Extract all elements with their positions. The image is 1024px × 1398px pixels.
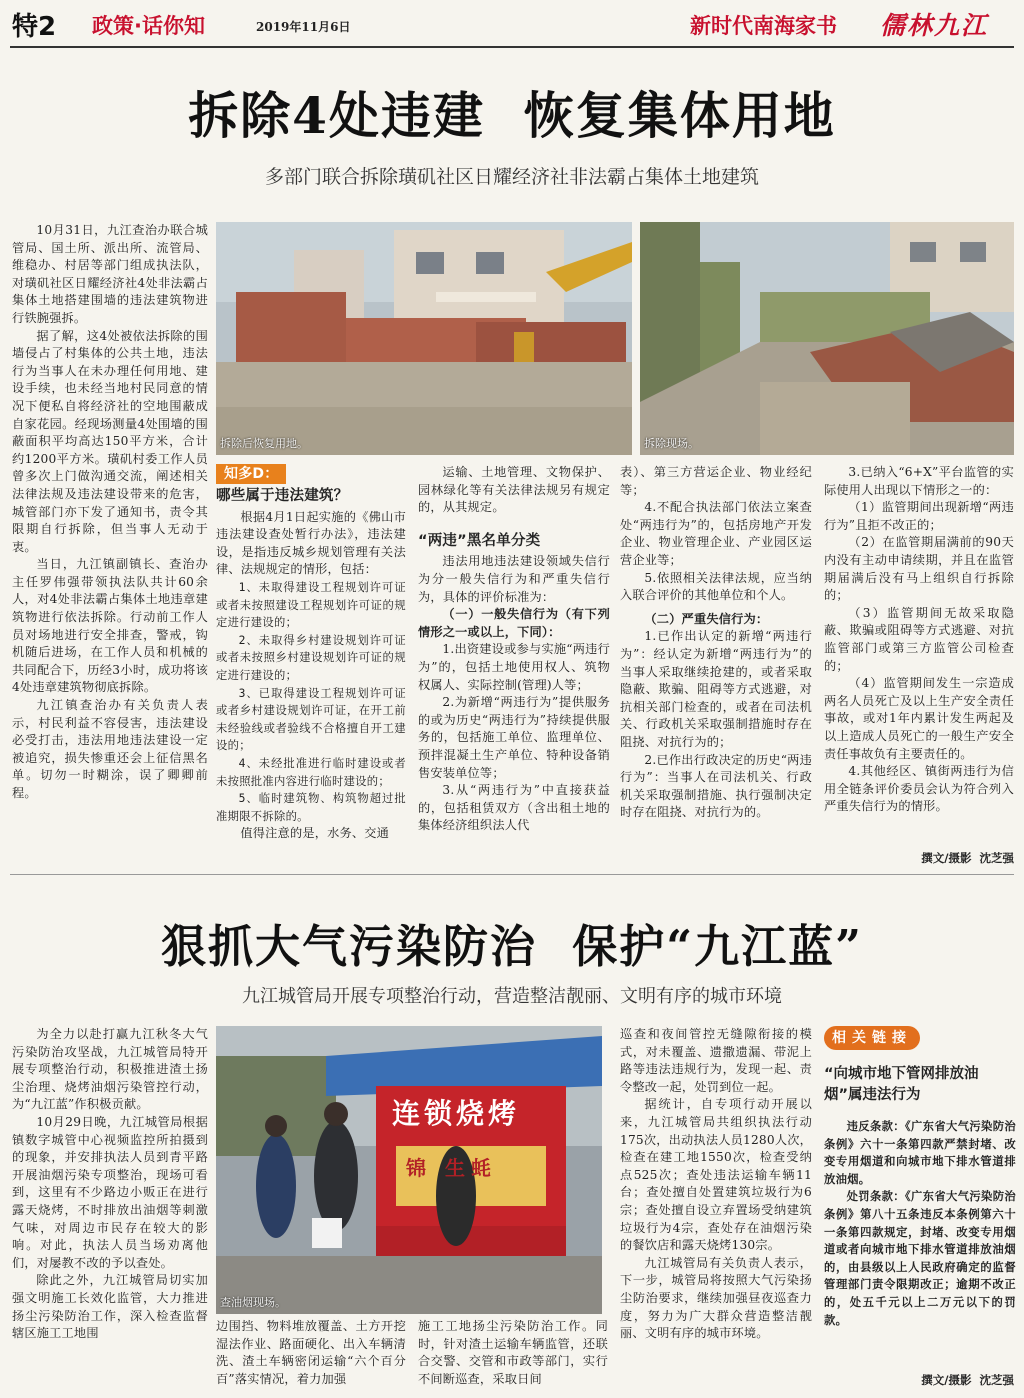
article2-col2-bottom — [216, 1318, 406, 1388]
article1-col3 — [418, 464, 610, 835]
article2-subtitle: 九江城管局开展专项整治行动，营造整洁靓丽、文明有序的城市环境 — [242, 986, 782, 1007]
article2-para: 边围挡、物料堆放覆盖、土方开挖湿法作业、路面硬化、出入车辆清洗、渣土车辆密闭运输“六个百分百”落实情况，着力加强 — [216, 1319, 406, 1386]
photo-after-demolition — [216, 222, 632, 455]
general-item: 4.不配合执法部门依法立案查处“两违行为”的，包括房地产开发企业、物业管理企业、产业园区运营企业等； — [620, 500, 812, 567]
page-header — [0, 0, 1024, 44]
zhiduo-title: 哪些属于违法建筑？ — [216, 488, 349, 504]
blacklist-intro: 违法用地违法建设领域失信行为分一般失信行为和严重失信行为，具体的评价标准为： — [418, 554, 610, 604]
zhiduo-tail: 值得注意的是，水务、交通 — [240, 826, 390, 841]
zhiduo-intro: 根据4月1日起实施的《佛山市违法建设查处暂行办法》，违法建设，是指违反城乡规划管理有关法律、法规规定的情形，包括： — [216, 509, 406, 577]
serious-subitem: （3）监管期间无故采取隐蔽、欺骗或阻碍等方式逃避、对抗监管部门或第三方监管公司检查的； — [824, 605, 1014, 673]
serious-item: 1.已作出认定的新增“两违行为”：经认定为新增“两违行为”的当事人采取继续抢建的，或者采取隐蔽、欺骗、阻碍等方式逃避，对抗相关部门检查的，或者在司法机关、行政机关采取强制措施时存在阻挠、对抗行为的； — [620, 629, 812, 749]
general-item: 5.依照相关法律法规，应当纳入联合评价的其他单位和个人。 — [620, 570, 812, 603]
violation-clause — [824, 1118, 1016, 1188]
penalty-label: 处罚条款： — [846, 1190, 905, 1204]
penalty-clause — [824, 1188, 1016, 1329]
stall-subsign: 锦 生蚝 — [406, 1156, 497, 1180]
article1-para: 九江镇查治办有关负责人表示，村民利益不容侵害，违法建设必受打击，违法用地违法建设一定被追究，损失惨重还会上征信黑名单。切勿一时糊涂，误了卿卿前程。 — [12, 698, 208, 800]
section-divider — [10, 874, 1014, 875]
serious-subitem: （4）监管期间发生一宗造成两名人员死亡及以上生产安全责任事故，或对1年内累计发生两起及以上造成人员死亡的一般生产安全责任事故负有主要责任的。 — [824, 676, 1014, 761]
article1-para: 当日，九江镇副镇长、查治办主任罗伟强带领执法队共计60余人，对4处非法霸占集体土地违章建筑物进行依法拆除。行动前工作人员对场地进行安全排查，警戒，钩机随后进场，在工作人员和机械的共同配合下，历经3小时，成功将该4处违章建筑物彻底拆除。 — [12, 557, 208, 695]
photo-after-demolition-caption: 拆除后恢复用地。 — [220, 437, 308, 450]
photo-after-demolition-image — [216, 222, 632, 455]
article1-title: 拆除4处违建 恢复集体用地 — [188, 86, 836, 145]
article1-col5 — [824, 464, 1014, 816]
article2-para: 巡查和夜间管控无缝隙衔接的模式，对未覆盖、遗撒遗漏、带泥上路等违法违规行为，发现一起、责令整改一起，处罚到位一起。 — [620, 1027, 812, 1094]
header-slogan: 新时代南海家书 — [690, 14, 837, 38]
article2-para: 除此之外，九江城管局切实加强文明施工长效化监管，大力推进扬尘污染防治工作，深入检查监督辖区施工工地围 — [12, 1273, 208, 1341]
photo-bbq-inspection — [216, 1026, 602, 1314]
zhiduo-list-item: 3、已取得建设工程规划许可证或者乡村建设规划许可证，在开工前未经验线或者验线不合格擅自开工建设的； — [216, 686, 406, 753]
zhiduo-list-item: 2、未取得乡村建设规划许可证或者未按照乡村建设规划许可证的规定进行建设的； — [216, 633, 406, 682]
photo-demolition-site-image — [640, 222, 1014, 455]
photo-demolition-site — [640, 222, 1014, 455]
page-number: 特2 — [12, 12, 57, 42]
related-tag: 相关链接 — [824, 1026, 920, 1050]
general-item: 3.从“两违行为”中直接获益的，包括租赁双方（含出租土地的集体经济组织法人代 — [418, 783, 610, 833]
general-heading: （一）一般失信行为（有下列情形之一或以上，下同）： — [418, 607, 610, 639]
photo-demolition-site-caption: 拆除现场。 — [644, 437, 699, 450]
article2-col4 — [620, 1026, 812, 1343]
general-item: 2.为新增“两违行为”提供服务的或为历史“两违行为”持续提供服务的，包括施工单位、监理单位、预拌混凝土生产单位、特种设备销售安装单位等； — [418, 695, 610, 780]
section-name: 政策·话你知 — [92, 14, 205, 38]
article2-byline: 撰文/摄影 沈芝强 — [921, 1373, 1014, 1387]
article1-col4 — [620, 464, 812, 822]
article1-para: 10月31日，九江查治办联合城管局、国土所、派出所、流管局、维稳办、村居等部门组成执法队，对璜矶社区日耀经济社4处非法霸占集体土地搭建围墙的违法建筑物进行铁腕强拆。 — [12, 223, 208, 325]
stall-sign: 连锁烧烤 — [392, 1097, 521, 1130]
article2-col1 — [12, 1026, 208, 1343]
serious-item: 2.已作出行政决定的历史“两违行为”：当事人在司法机关、行政机关采取强制措施、执行强制决定时存在阻挠、对抗行为的。 — [620, 752, 812, 820]
zhiduo-list-item: 1、未取得建设工程规划许可证或者未按照建设工程规划许可证的规定进行建设的； — [216, 580, 406, 630]
article2-para: 施工工地扬尘污染防治工作。同时，针对渣土运输车辆监管，还联合交警、交管和市政等部门，实行不间断巡查，采取日间 — [418, 1319, 608, 1386]
article1-byline: 撰文/摄影 沈芝强 — [921, 851, 1014, 865]
article2-col3-bottom — [418, 1318, 608, 1388]
zhiduo-list-item: 5、临时建筑物、构筑物超过批准期限不拆除的。 — [216, 792, 406, 823]
serious-item: 4.其他经区、镇街两违行为信用全链条评价委员会认为符合列入严重失信行为的情形。 — [824, 764, 1014, 814]
penalty-text: 《广东省大气污染防治条例》第八十五条违反本条例第六十一条第四款规定，封堵、改变专用烟道或者向城市地下排水管道排放油烟的，由县级以上人民政府确定的监督管理部门责令限期改正；逾期不改正的，处五千元以上二万元以下的罚款。 — [824, 1190, 1016, 1327]
related-title: “向城市地下管网排放油烟”属违法行为 — [824, 1066, 979, 1103]
article2-para: 10月29日晚，九江城管局根据镇数字城管中心视频监控所拍摄到的现象，并安排执法人员到青平路开展油烟污染专项整治，现场可看到，这里有不少路边小贩正在进行露天烧烤，不时排放出油烟等刺激气味，对周边市民存在较大的影响。对此，执法人员当场劝离他们，对屡教不改的予以查处。 — [12, 1114, 208, 1270]
article2-para: 为全力以赴打赢九江秋冬大气污染防治攻坚战，九江城管局特开展专项整治行动，积极推进渣土扬尘治理、烧烤油烟污染管控行动，为“九江蓝”作积极贡献。 — [12, 1027, 208, 1112]
serious-subitem: （2）在监管期届满前的90天内没有主动申请续期，并且在监管期届满后没有马上组织自行拆除的； — [824, 535, 1014, 603]
violation-label: 违反条款： — [846, 1120, 905, 1133]
header-brand-logo: 儒林九江 — [880, 11, 989, 40]
article1-col2 — [216, 464, 406, 843]
article1-subtitle: 多部门联合拆除璜矶社区日耀经济社非法霸占集体土地建筑 — [264, 166, 759, 188]
photo-bbq-caption: 查油烟现场。 — [220, 1296, 286, 1309]
col3-continued: 运输、土地管理、文物保护、园林绿化等有关法律法规另有规定的，从其规定。 — [418, 465, 610, 515]
related-link-box — [820, 1026, 1016, 1329]
serious-heading: （二）严重失信行为： — [644, 611, 769, 626]
article1-para: 据了解，这4处被依法拆除的围墙侵占了村集体的公共土地，违法行为当事人在未办理任何用地、建设手续，也未经当地村民同意的情况下便私自将经济社的空地围蔽成自家花园。经现场测量4处围墙的围蔽面积平均高达150平方米，合计约1200平方米。璜矶村委工作人员曾多次上门做沟通交流，阐述相关法律法规及违法建设带来的危害，城管部门亦下发了通知书，责令其限期自行拆除，但当事人无动于衷。 — [12, 328, 208, 554]
blacklist-title: “两违”黑名单分类 — [418, 532, 541, 549]
issue-date: 2019年11月6日 — [256, 20, 351, 34]
zhiduo-tag: 知多D： — [216, 464, 286, 484]
general-item: 1.出资建设或参与实施“两违行为”的，包括土地使用权人、筑物权属人、实际控制(管理)人等； — [418, 642, 610, 692]
header-rule — [10, 46, 1014, 48]
article1-col1 — [12, 222, 208, 803]
article2-para: 据统计，自专项行动开展以来，九江城管局共组织执法行动175次，出动执法人员1280人次，检查在建工地1550次，检查受纳点525次；查处违法运输车辆11台；查处擅自处置建筑垃圾行为6宗；查处擅自设立弃置场受纳建筑垃圾行为4宗，查处存在油烟污染的餐饮店和露天烧烤130宗。 — [620, 1097, 812, 1253]
article2-para: 九江城管局有关负责人表示，下一步，城管局将按照大气污染扬尘防治要求，继续加强昼夜巡查力度，努力为广大群众营造整洁靓丽、文明有序的城市环境。 — [620, 1255, 812, 1341]
serious-subitem: （1）监管期间出现新增“两违行为”且拒不改正的； — [824, 500, 1014, 532]
violation-text: 《广东省大气污染防治条例》六十一条第四款严禁封堵、改变专用烟道和向城市地下排水管道排放油烟。 — [824, 1120, 1016, 1186]
article2-title: 狠抓大气污染防治 保护“九江蓝” — [160, 920, 864, 973]
serious-item: 3.已纳入“6+X”平台监管的实际使用人出现以下情形之一的： — [824, 465, 1014, 497]
col4-continued: 表）、第三方营运企业、物业经纪等； — [620, 465, 812, 497]
zhiduo-list-item: 4、未经批准进行临时建设或者未按照批准内容进行临时建设的； — [216, 756, 406, 788]
